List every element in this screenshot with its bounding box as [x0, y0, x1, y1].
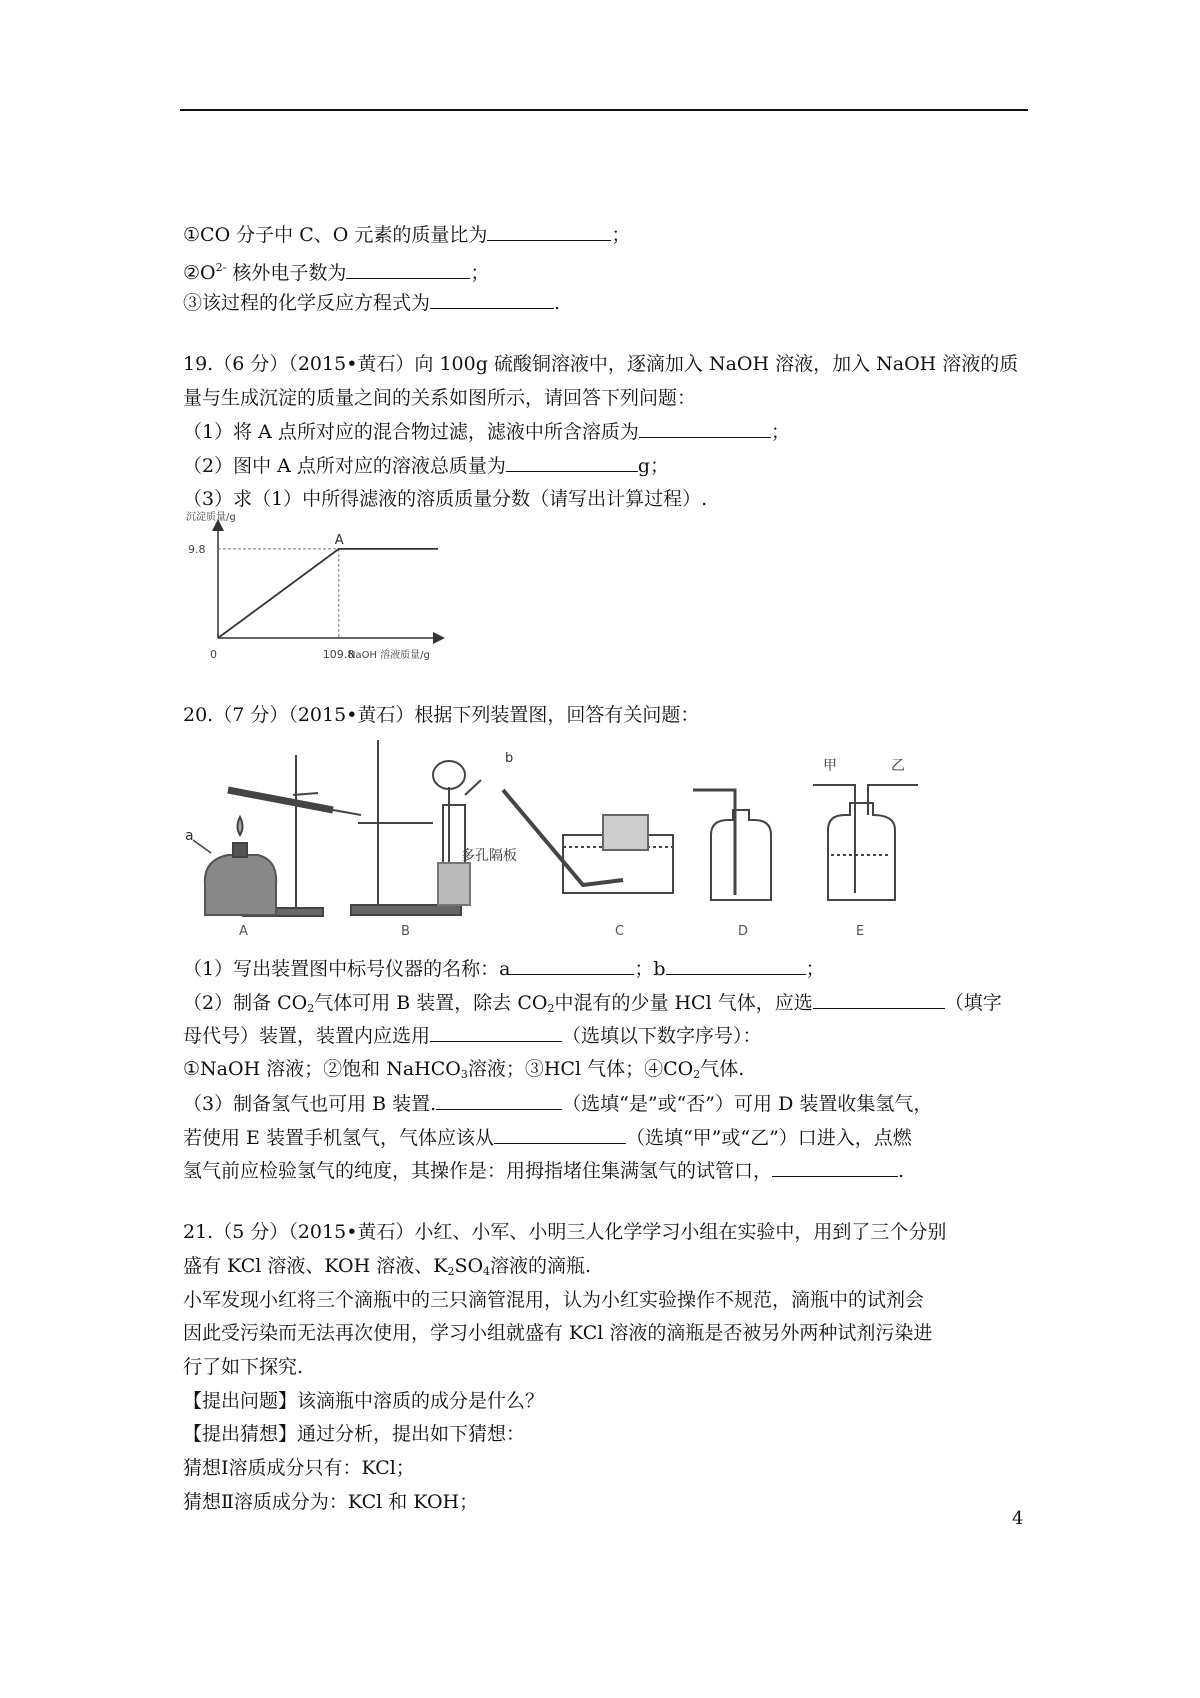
- q20-stem: 20.（7 分）（2015•黄石）根据下列装置图，回答有关问题：: [183, 704, 700, 726]
- q20-sub3-line1: [183, 1091, 932, 1116]
- q18-item3-text: ③该过程的化学反应方程式为: [183, 292, 431, 314]
- subscript: 2: [307, 1002, 315, 1015]
- answer-blank[interactable]: [639, 419, 771, 438]
- q19-sub2: [183, 453, 669, 478]
- answer-blank[interactable]: [506, 453, 638, 472]
- answer-blank[interactable]: [494, 1125, 626, 1144]
- q18-item2-ion: ②O: [183, 262, 216, 284]
- apparatus-label-d: D: [738, 924, 749, 939]
- q19-sub1: [183, 419, 790, 444]
- q20-sub3-line2: [183, 1125, 912, 1150]
- q20-sub3-text: （选填“是”或“否”）可用 D 装置收集氢气，: [562, 1093, 933, 1115]
- header-rule: [180, 109, 1028, 111]
- q18-item2-text: 核外电子数为: [226, 262, 347, 284]
- q19-sub1-end: ；: [770, 421, 790, 443]
- answer-blank[interactable]: [436, 1091, 562, 1110]
- answer-blank[interactable]: [772, 1158, 898, 1177]
- precipitate-chart: [180, 510, 450, 665]
- y-axis-label: 沉淀质量/g: [186, 512, 236, 523]
- q20-sub1-text: （1）写出装置图中标号仪器的名称：a: [183, 958, 511, 980]
- charge-superscript: 2-: [215, 261, 227, 274]
- answer-blank[interactable]: [346, 260, 470, 279]
- q18-item1-end: ；: [611, 224, 631, 246]
- q20-sub2-line2: [183, 1023, 762, 1048]
- q18-item1-text: ①CO 分子中 C、O 元素的质量比为: [183, 224, 488, 246]
- q20-options: [183, 1057, 744, 1087]
- label-jia: 甲: [823, 758, 837, 774]
- porous-plate-label: 多孔隔板: [461, 848, 517, 864]
- q18-item2: [183, 256, 489, 285]
- q19-sub3: （3）求（1）中所得滤液的溶质质量分数（请写出计算过程）.: [183, 488, 708, 510]
- q21-line5: 行了如下探究.: [183, 1356, 304, 1378]
- apparatus-figure: [183, 735, 1023, 945]
- point-a-label: A: [334, 532, 344, 548]
- label-a: a: [185, 828, 194, 844]
- q20-sub2-end: （选填以下数字序号）：: [562, 1025, 762, 1047]
- x-tick-label: 109.8: [322, 648, 355, 661]
- apparatus-b: [351, 740, 481, 915]
- options-text: 溶液；③HCl 气体；④CO: [467, 1058, 694, 1080]
- q19-sub2-end: g；: [637, 455, 670, 477]
- label-b: b: [505, 751, 514, 766]
- q18-item3: [183, 290, 560, 315]
- q20-sub3-text: 氢气前应检验氢气的纯度，其操作是：用拇指堵住集满氢气的试管口，: [183, 1160, 773, 1182]
- q20-sub1-end: ；: [805, 958, 825, 980]
- page-number: 4: [1012, 1508, 1024, 1529]
- label-yi: 乙: [891, 758, 905, 774]
- q21-text: 溶液的滴瓶.: [490, 1255, 592, 1277]
- q21-hypothesis-1: 猜想Ⅰ溶质成分只有：KCl；: [183, 1457, 415, 1479]
- q21-line1: 21.（5 分）（2015•黄石）小红、小军、小明三人化学学习小组在实验中，用到了三个分别: [183, 1221, 947, 1243]
- answer-blank[interactable]: [813, 990, 945, 1009]
- q20-sub2-text: 中混有的少量 HCl 气体，应选: [554, 992, 813, 1014]
- subscript: 2: [447, 1265, 455, 1278]
- q20-sub3-text: 若使用 E 装置手机氢气，气体应该从: [183, 1127, 494, 1149]
- apparatus-e: [813, 785, 918, 900]
- answer-blank-a[interactable]: [510, 956, 634, 975]
- q19-stem-line2: 量与生成沉淀的质量之间的关系如图所示，请回答下列问题：: [183, 387, 697, 409]
- q20-sub3-text: （3）制备氢气也可用 B 装置.: [183, 1093, 437, 1115]
- q20-sub3-line3: [183, 1158, 904, 1183]
- answer-blank-b[interactable]: [666, 956, 806, 975]
- q21-text: SO: [454, 1255, 484, 1277]
- q20-sub2-text: （2）制备 CO: [183, 992, 308, 1014]
- q19-stem-line1: 19.（6 分）（2015•黄石）向 100g 硫酸铜溶液中，逐滴加入 NaOH 溶液，加入 NaOH 溶液的质: [183, 353, 1019, 375]
- q20-sub2-end: （填字: [944, 992, 1002, 1014]
- origin-label: 0: [210, 648, 217, 661]
- apparatus-label-c: C: [615, 924, 625, 939]
- q20-sub2-line1: [183, 990, 1002, 1021]
- q18-item1: [183, 222, 630, 247]
- subscript: 3: [460, 1068, 468, 1081]
- q20-sub1-mid: ；b: [634, 958, 666, 980]
- options-text: ①NaOH 溶液；②饱和 NaHCO: [183, 1058, 461, 1080]
- q21-line4: 因此受污染而无法再次使用，学习小组就盛有 KCl 溶液的滴瓶是否被另外两种试剂污染进: [183, 1322, 933, 1344]
- subscript: 4: [483, 1265, 491, 1278]
- q20-sub3-text: （选填“甲”或“乙”）口进入，点燃: [625, 1127, 912, 1149]
- apparatus-label-b: B: [401, 924, 410, 939]
- apparatus-d: [693, 790, 771, 900]
- y-tick-label: 9.8: [188, 542, 206, 556]
- subscript: 2: [547, 1002, 555, 1015]
- q20-sub2-text: 气体可用 B 装置，除去 CO: [314, 992, 548, 1014]
- q21-line2: [183, 1254, 591, 1284]
- q19-sub2-text: （2）图中 A 点所对应的溶液总质量为: [183, 455, 506, 477]
- apparatus-c: [503, 790, 673, 893]
- q21-hypothesis-2: 猜想Ⅱ溶质成分为：KCl 和 KOH；: [183, 1491, 479, 1513]
- answer-blank[interactable]: [430, 1023, 562, 1042]
- precipitate-series-line: [218, 549, 438, 638]
- options-text: 气体.: [700, 1058, 745, 1080]
- q18-item3-end: .: [554, 292, 561, 314]
- q20-sub3-end: .: [898, 1160, 905, 1182]
- q21-text: 盛有 KCl 溶液、KOH 溶液、K: [183, 1255, 448, 1277]
- q20-sub2-text: 母代号）装置，装置内应选用: [183, 1025, 431, 1047]
- x-axis-label: NaOH 溶液质量/g: [348, 650, 430, 661]
- apparatus-label-e: E: [856, 924, 865, 939]
- q18-item2-end: ；: [470, 262, 490, 284]
- answer-blank[interactable]: [430, 290, 554, 309]
- apparatus-label-a: A: [239, 924, 248, 939]
- subscript: 2: [693, 1068, 701, 1081]
- q19-sub1-text: （1）将 A 点所对应的混合物过滤，滤液中所含溶质为: [183, 421, 639, 443]
- q21-question: 【提出问题】该滴瓶中溶质的成分是什么？: [183, 1390, 545, 1412]
- answer-blank[interactable]: [487, 222, 611, 241]
- q20-sub1: [183, 956, 825, 981]
- q21-line3: 小军发现小红将三个滴瓶中的三只滴管混用，认为小红实验操作不规范，滴瓶中的试剂会: [183, 1289, 925, 1311]
- q21-hypothesis-intro: 【提出猜想】通过分析，提出如下猜想：: [183, 1423, 526, 1445]
- apparatus-a: [193, 755, 361, 916]
